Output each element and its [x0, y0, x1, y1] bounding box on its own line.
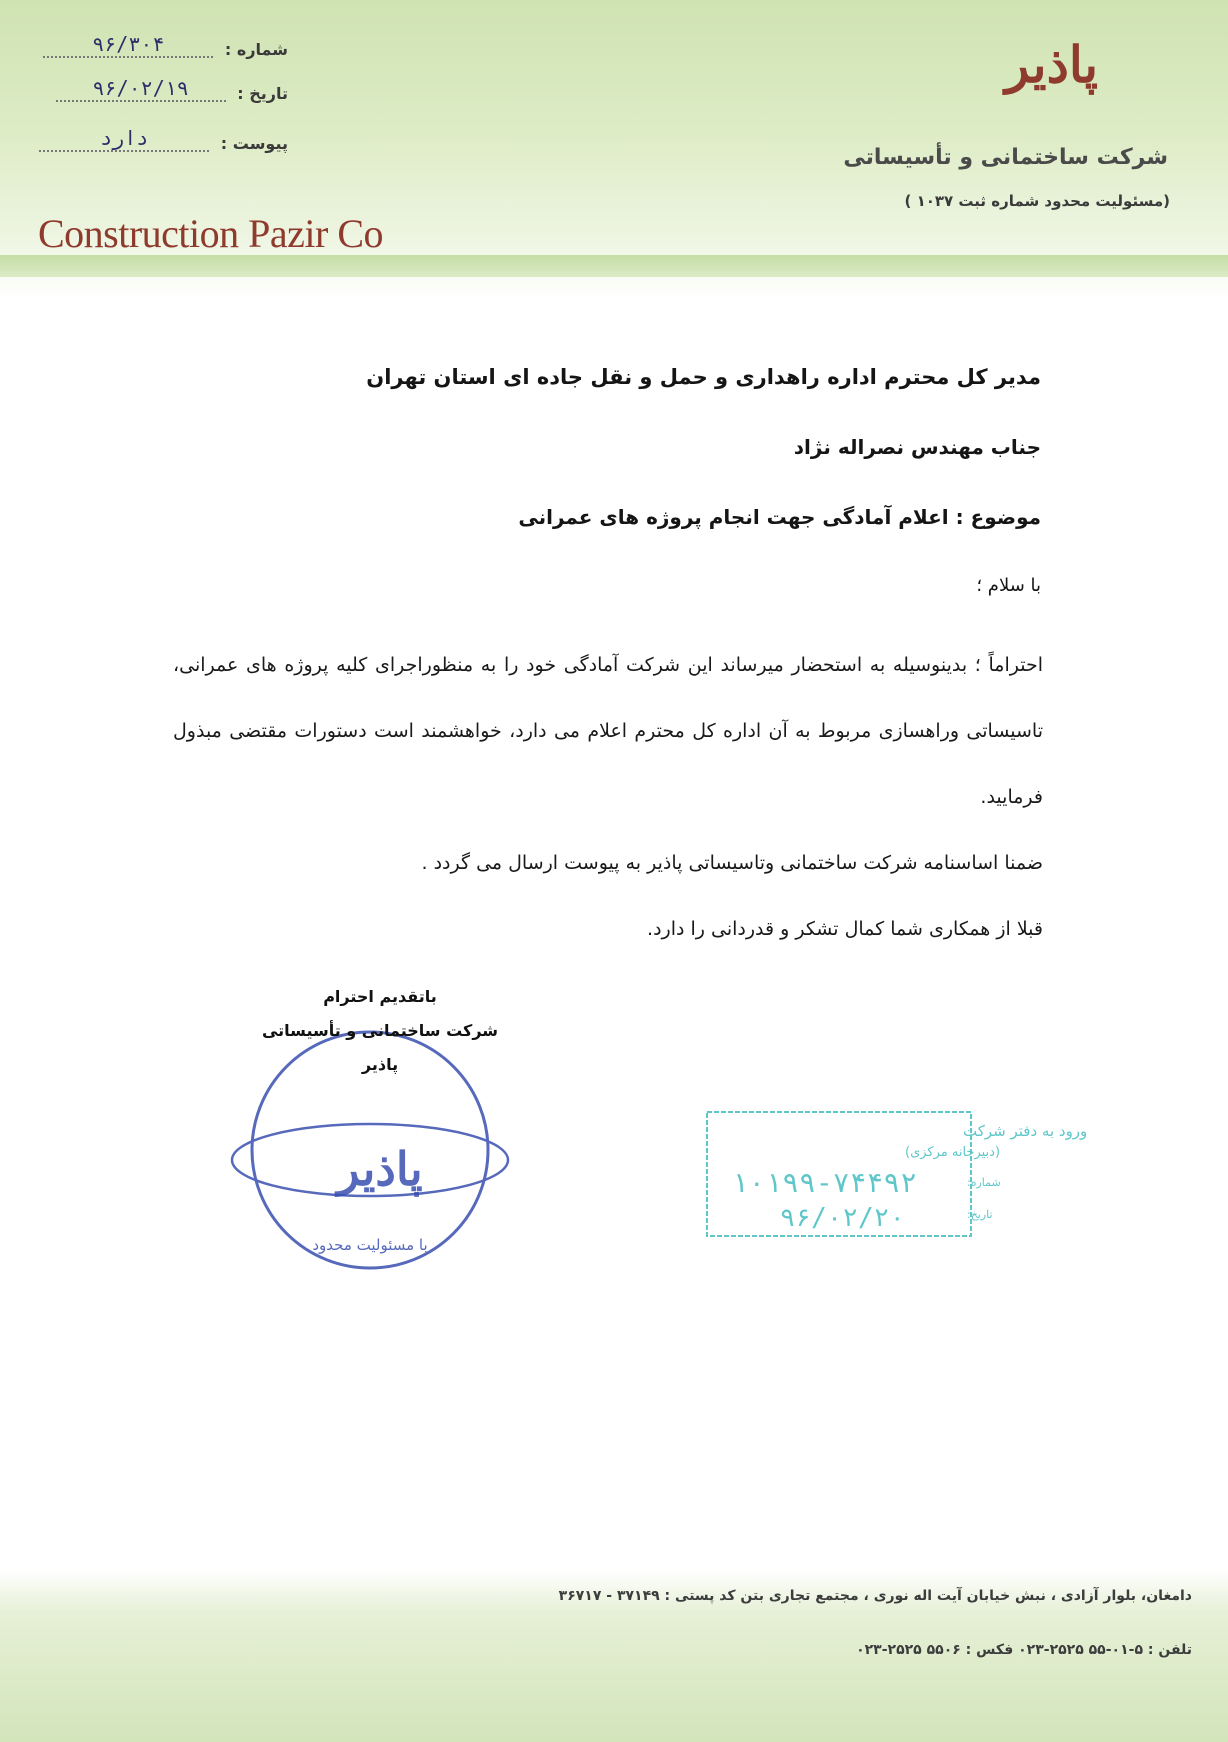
- company-name: شرکت ساختمانی و تأسیساتی: [843, 145, 1168, 170]
- receipt-date-value: ۹۶/۰۲/۲۰: [779, 1203, 905, 1233]
- recipient-person: جناب مهندس نصراله نژاد: [793, 435, 1041, 459]
- body-paragraph-1: احتراماً ؛ بدینوسیله به استحضار میرساند این شرکت آمادگی خود را به منظوراجرای کلیه پروژه های عمرانی، تاسیساتی وراهسازی مربوط به آن اداره کل محترم اعلام می دارد، خواهشمند است دستورات مقتضی مبذول فرمایید.: [173, 654, 1043, 808]
- signature-block: [250, 980, 510, 1082]
- receipt-date-label: تاریخ:: [967, 1208, 993, 1221]
- stamp-center-text: پاذیر: [337, 1142, 423, 1196]
- body-paragraph-3: قبلا از همکاری شما کمال تشکر و قدردانی را دارد.: [647, 918, 1043, 940]
- letter-number-line: [43, 32, 213, 58]
- company-name-english: Construction Pazir Co: [38, 211, 384, 256]
- greeting: با سلام ؛: [976, 575, 1041, 596]
- signature-line-3: پاذیر: [361, 1055, 399, 1074]
- receipt-number-label: شماره:: [967, 1176, 1001, 1189]
- signature-line-2: شرکت ساختمانی و تأسیساتی: [261, 1021, 499, 1040]
- letter-subject: موضوع : اعلام آمادگی جهت انجام پروژه های عمرانی: [518, 505, 1041, 529]
- signature-line-1: باتقدیم احترام: [323, 987, 437, 1006]
- receipt-title: ورود به دفتر شرکت: [963, 1122, 1088, 1140]
- footer-phones: تلفن : ۵-۰۱-۵۵ ۲۵۲۵-۰۲۳ فکس : ۵۵۰۶ ۲۵۲۵-۰۲۳: [856, 1642, 1192, 1658]
- footer-address: دامغان، بلوار آزادی ، نبش خیابان آیت اله نوری ، مجتمع تجاری بتن کد پستی : ۳۷۱۴۹ - ۳۶۷۱۷: [558, 1588, 1192, 1604]
- header-stripe: [0, 255, 1228, 277]
- letter-number-row: [43, 32, 288, 62]
- letter-body: [173, 632, 1043, 962]
- letter-number-value: ۹۶/۳۰۴: [92, 32, 165, 56]
- registration-note: (مسئولیت محدود شماره ثبت ۱۰۳۷ ): [904, 192, 1170, 210]
- letter-attachment-row: [39, 126, 288, 156]
- letter-number-label: شماره :: [224, 40, 288, 59]
- brand-logo-text: پاذیر: [1005, 35, 1098, 94]
- body-paragraph-2: ضمنا اساسنامه شرکت ساختمانی وتاسیساتی پاذیر به پیوست ارسال می گردد .: [421, 852, 1043, 874]
- letter-attachment-value: دارد: [100, 126, 149, 150]
- letter-attachment-line: [39, 126, 209, 152]
- receipt-number-value: ۱۰۱۹۹-۷۴۴۹۲: [731, 1166, 917, 1199]
- letter-attachment-label: پیوست :: [220, 134, 288, 153]
- recipient-line: مدیر کل محترم اداره راهداری و حمل و نقل جاده ای استان تهران: [366, 365, 1041, 389]
- receipt-stamp: [705, 1110, 1088, 1238]
- letter-date-value: ۹۶/۰۲/۱۹: [92, 76, 189, 100]
- letter-date-row: [56, 76, 288, 106]
- letter-date-line: [56, 76, 226, 102]
- stamp-bottom-text: با مسئولیت محدود: [312, 1236, 428, 1254]
- letter-date-label: تاریخ :: [237, 84, 288, 103]
- receipt-subtitle: (دبیرخانه مرکزی): [905, 1145, 1001, 1160]
